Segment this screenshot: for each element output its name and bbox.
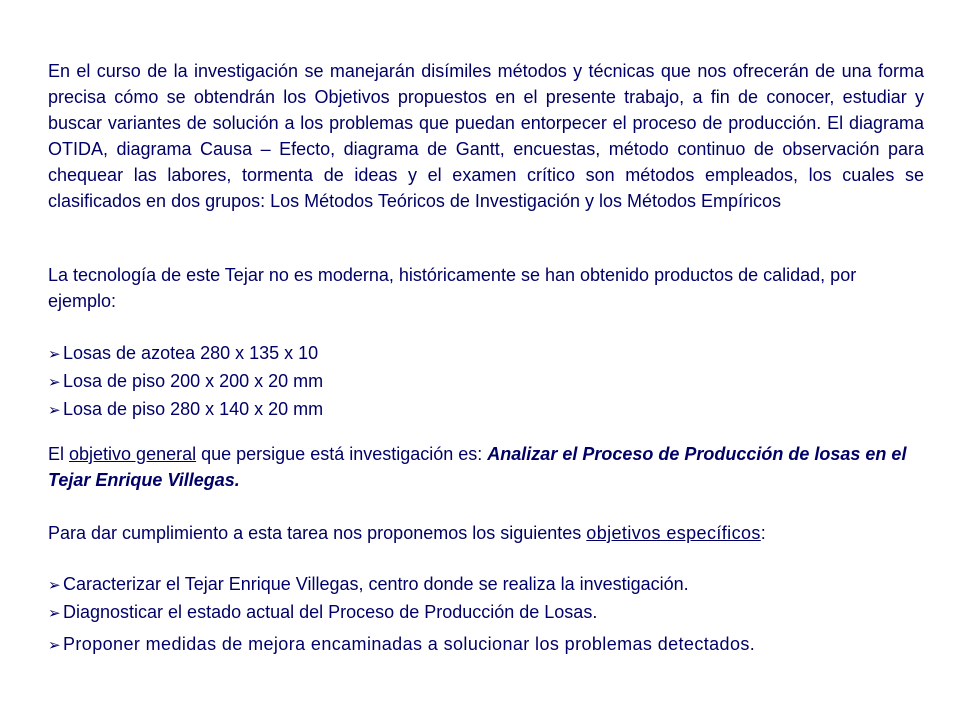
specific-objectives-intro — [48, 520, 924, 546]
list-item — [48, 599, 924, 627]
general-objective-prefix: El — [48, 444, 70, 464]
objective-text: Proponer medidas de mejora encaminadas a solucionar los problemas detectados. — [63, 634, 756, 654]
technology-paragraph: La tecnología de este Tejar no es moderna, históricamente se han obtenido productos de calidad, por ejemplo: — [48, 265, 857, 311]
general-objective-paragraph — [48, 441, 924, 493]
list-item — [48, 340, 924, 368]
arrow-bullet-icon: ➢ — [48, 374, 61, 391]
methods-paragraph: En el curso de la investigación se manejarán disímiles métodos y técnicas que nos ofrecerán de una forma precisa cómo se obtendrán los Objetivos propuestos en el presente trabajo, a fin de conocer, estudiar y buscar variantes de solución a los problemas que puedan entorpecer el proceso de producción. El diagrama OTIDA, diagrama Causa – Efecto, diagrama de Gantt, encuestas, método continuo de observación para chequear las labores, tormenta de ideas y el examen crítico son métodos empleados, los cuales se clasificados en dos grupos: Los Métodos Teóricos de Investigación y los Métodos Empíricos — [48, 61, 924, 211]
product-text: Losa de piso 200 x 200 x 20 mm — [63, 371, 324, 391]
list-item — [48, 368, 924, 396]
arrow-bullet-icon: ➢ — [48, 637, 61, 654]
general-objective-label: objetivo general — [69, 444, 197, 464]
general-objective-middle: que persigue está investigación es: — [196, 444, 488, 464]
general-objective-statement: Analizar el Proceso de Producción de losas en el Tejar Enrique Villegas. — [48, 444, 907, 490]
specific-intro-suffix: : — [760, 523, 766, 543]
products-list — [48, 340, 924, 424]
arrow-bullet-icon: ➢ — [48, 577, 61, 594]
objective-text: Diagnosticar el estado actual del Proceso de Producción de Losas. — [63, 602, 598, 622]
product-text: Losas de azotea 280 x 135 x 10 — [63, 343, 319, 363]
arrow-bullet-icon: ➢ — [48, 402, 61, 419]
arrow-bullet-icon: ➢ — [48, 346, 61, 363]
objective-text: Caracterizar el Tejar Enrique Villegas, centro donde se realiza la investigación. — [63, 574, 689, 594]
specific-intro-prefix: Para dar cumplimiento a esta tarea nos proponemos los siguientes — [48, 523, 587, 543]
list-item — [48, 631, 924, 659]
arrow-bullet-icon: ➢ — [48, 605, 61, 622]
product-text: Losa de piso 280 x 140 x 20 mm — [63, 399, 324, 419]
specific-objectives-label: objetivos específicos — [586, 523, 761, 543]
list-item — [48, 396, 924, 424]
specific-objectives-list — [48, 571, 924, 659]
list-item — [48, 571, 924, 599]
